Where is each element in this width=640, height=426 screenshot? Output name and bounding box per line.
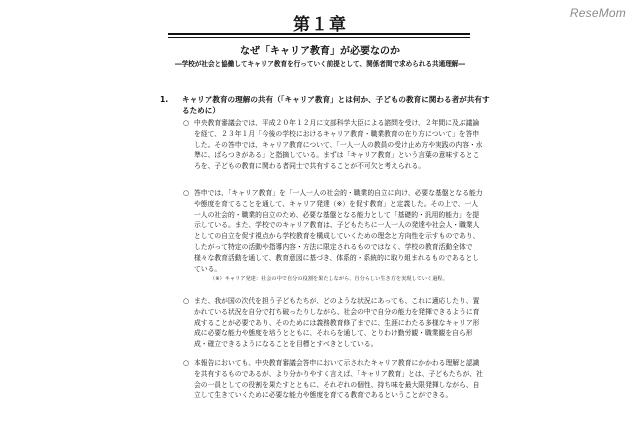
footnote-career-development: （※）キャリア発達：社会の中で自分の役割を果たしながら、自分らしい生き方を実現していく過程。: [210, 276, 448, 282]
paragraph-text: 中央教育審議会では、平成２０年１２月に文部科学大臣による諮問を受け、２年間に及ぶ議論を経て、２３年１月「今後の学校におけるキャリア教育・職業教育の在り方について」を答申した。その答申では、キャリア教育について、「一人一人の教員の受け止め方や実践の内容・水準に、ばらつきがある」と指摘している。まずは「キャリア教育」という言葉の意味するところを、子どもの教育に関わる者同士で共有することが不可欠と考えられる。: [194, 119, 483, 171]
resemom-logo: ReseMom: [569, 6, 626, 20]
paragraph-text: 本報告においても、中央教育審議会答申において示されたキャリア教育にかかわる理解と認識を共有するものであるが、より分かりやすく言えば、「キャリア教育」とは、子どもたちが、社会の一員としての役割を果たすとともに、それぞれの個性、持ち味を最大限発揮しながら、自立して生きていくために必要な能力や態度を育てる教育であるということができる。: [194, 359, 483, 400]
heading-rule-thick: [168, 33, 470, 35]
paragraph-4: [183, 358, 483, 401]
paragraph-text: また、我が国の次代を担う子どもたちが、どのような状況にあっても、これに適応したり、置かれている状況を自分で打ち破ったりしながら、社会の中で自分の能力を発揮できるように育成することが必要であり、そのためには義務教育修了までに、生涯にわたる多様なキャリア形成に必要な能力や態度を培うとともに、それらを通して、とりわけ勤労観・職業観を自ら形成・確立できるようになることを目標とすべきとしている。: [194, 297, 480, 349]
section-heading: [160, 94, 490, 116]
circle-bullet-icon: ○: [183, 359, 190, 367]
paragraph-2: [183, 188, 483, 274]
chapter-heading: 第１章: [293, 15, 347, 35]
circle-bullet-icon: ○: [183, 119, 190, 127]
heading-rule-thin: [168, 37, 470, 38]
page-title: なぜ「キャリア教育」が必要なのか: [240, 46, 400, 57]
paragraph-text: 答申では、「キャリア教育」を「一人一人の社会的・職業的自立に向け、必要な基盤となる能力や態度を育てることを通して、キャリア発達（※）を促す教育」と定義した。その上で、一人一人の社会的・職業的自立のため、必要な基盤となる能力として「基礎的・汎用的能力」を提示している。また、学校でのキャリア教育は、子どもたちに一人一人の発達や社会人・職業人としての自立を促す視点から学校教育を構成していくための理念と方向性を示すものであり、したがって特定の活動や指導内容・方法に限定されるものではなく、学校の教育活動全体で様々な教育活動を通して、教育意図に基づき、体系的・系統的に取り組まれるものであるとしている。: [194, 189, 483, 273]
paragraph-1: [183, 118, 483, 172]
paragraph-3: [183, 296, 483, 350]
circle-bullet-icon: ○: [183, 297, 190, 305]
section-number: 1.: [160, 95, 169, 104]
circle-bullet-icon: ○: [183, 189, 190, 197]
section-heading-text: キャリア教育の理解の共有（「キャリア教育」とは何か、子どもの教育に関わる者が共有するために）: [182, 95, 490, 115]
page-subtitle: ―学校が社会と協働してキャリア教育を行っていく前提として、関係者間で求められる共通理解―: [175, 60, 465, 68]
